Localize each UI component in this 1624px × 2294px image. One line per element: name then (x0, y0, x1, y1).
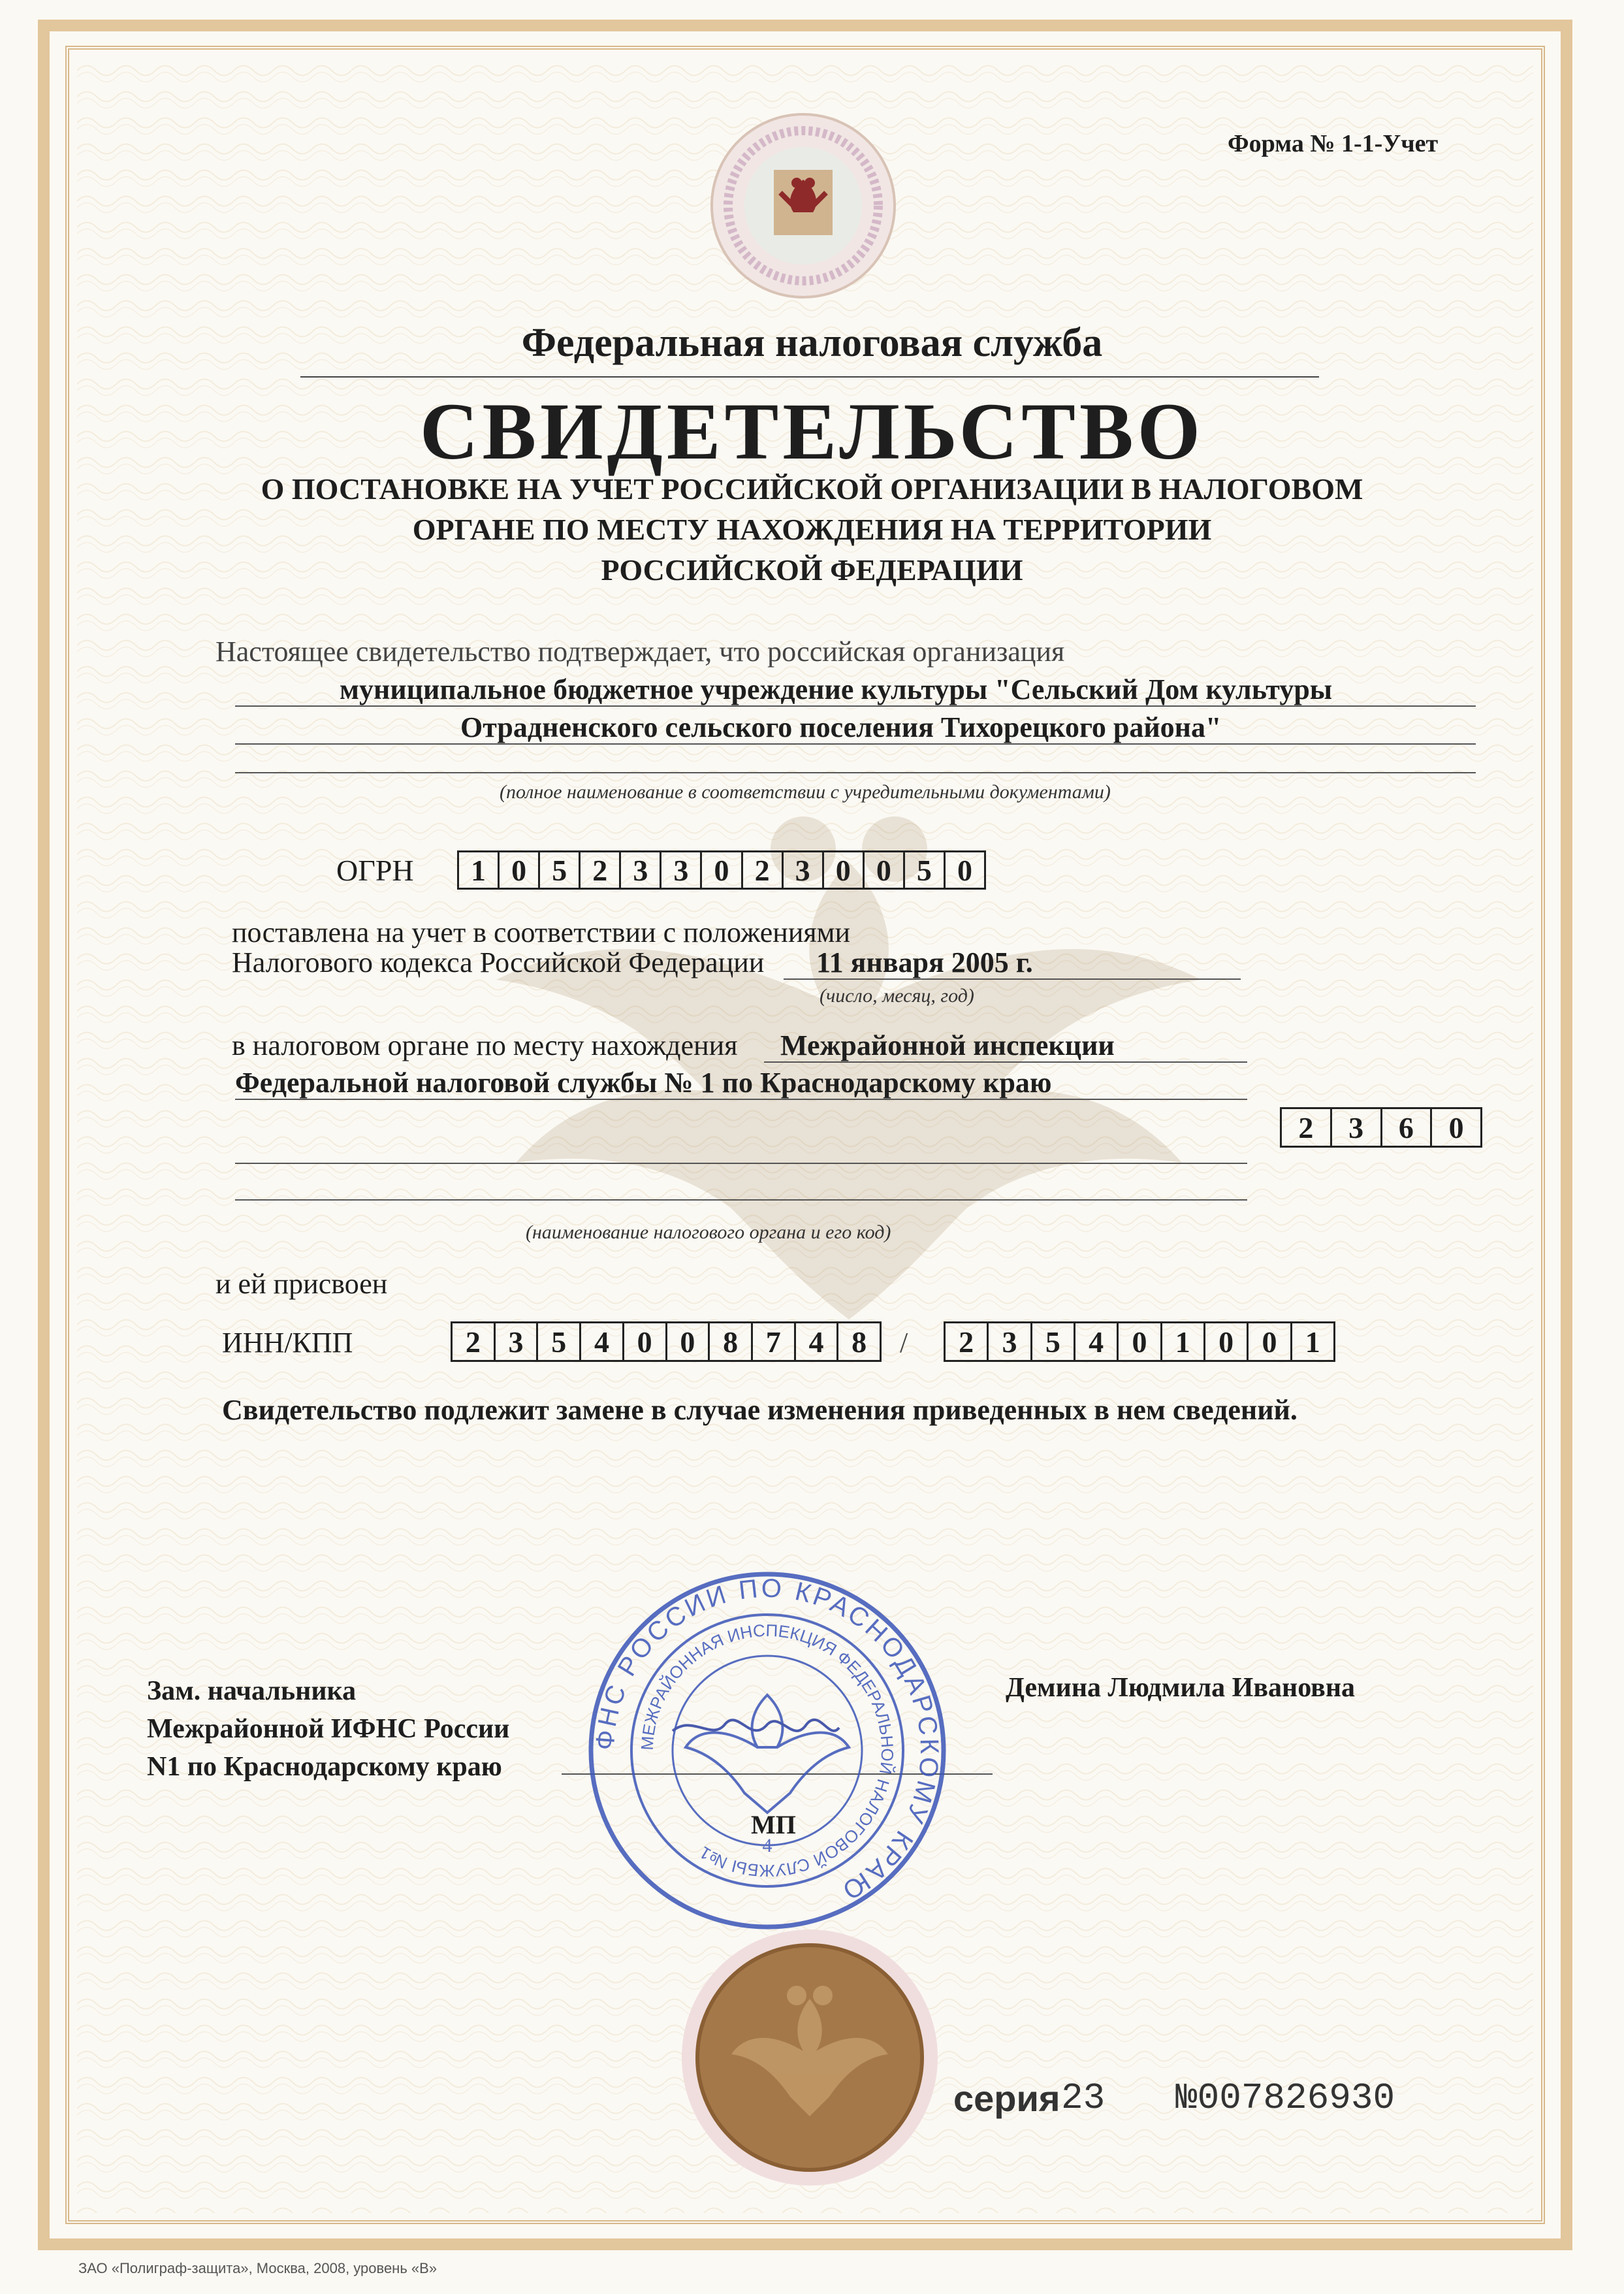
digit-cell: 1 (459, 852, 500, 888)
digit-cell: 6 (1382, 1109, 1433, 1146)
digit-cell: 2 (581, 852, 621, 888)
tax-office-prefix: в налоговом органе по месту нахождения (232, 1029, 738, 1061)
underline (235, 1163, 1247, 1164)
tax-office-name1: Межрайонной инспекции (780, 1029, 1115, 1061)
digit-cell: 5 (1032, 1323, 1075, 1360)
replacement-notice: Свидетельство подлежит замене в случае изменения приведенных в нем сведений. (222, 1394, 1298, 1426)
digit-cell: 0 (624, 1323, 667, 1360)
underline (235, 1099, 1247, 1100)
underline (235, 772, 1476, 773)
subtitle-line: О ПОСТАНОВКЕ НА УЧЕТ РОССИЙСКОЙ ОРГАНИЗАЦИИ В НАЛОГОВОМ (261, 472, 1363, 506)
org-name-caption: (полное наименование в соответствии с учредительными документами) (500, 781, 1111, 803)
assigned-text: и ей присвоен (215, 1268, 388, 1300)
agency-name: Федеральная налоговая служба (521, 321, 1103, 365)
underline (784, 978, 1241, 980)
series-label: серия (953, 2078, 1060, 2119)
digit-cell: 4 (796, 1323, 839, 1360)
intro-text: Настоящее свидетельство подтверждает, что российская организация (215, 636, 1065, 668)
digit-cell: 0 (865, 852, 905, 888)
digit-cell: 3 (989, 1323, 1032, 1360)
digit-cell: 3 (661, 852, 702, 888)
subtitle-line: РОССИЙСКОЙ ФЕДЕРАЦИИ (601, 553, 1023, 587)
digit-cell: 1 (1305, 1325, 1320, 1359)
stamp-number: 4 (762, 1835, 772, 1856)
digit-cell: 4 (581, 1323, 624, 1360)
inn-kpp-label: ИНН/КПП (222, 1327, 353, 1359)
series-number: №007826930 (1175, 2077, 1395, 2119)
digit-cell: 3 (621, 852, 661, 888)
digit-cell: 3 (496, 1323, 539, 1360)
registration-line2: Налогового кодекса Российской Федерации (232, 946, 765, 978)
digit-cell: 2 (453, 1323, 496, 1360)
digit-cell: 3 (784, 852, 824, 888)
subtitle-line: ОРГАНЕ ПО МЕСТУ НАХОЖДЕНИЯ НА ТЕРРИТОРИИ (412, 513, 1212, 546)
org-name-line2: Отрадненского сельского поселения Тихорецкого района" (460, 711, 1222, 743)
signer-position-line: Зам. начальника (147, 1676, 357, 1706)
series-value: 23 (1061, 2077, 1106, 2119)
digit-cell: 0 (824, 852, 865, 888)
signer-position-line: Межрайонной ИФНС России (147, 1714, 510, 1744)
underline (235, 705, 1476, 707)
kpp-value (944, 1321, 1335, 1362)
ogrn-label: ОГРН (336, 854, 414, 887)
underline (235, 743, 1476, 745)
gold-seal (679, 1927, 940, 2188)
underline (764, 1061, 1247, 1063)
official-stamp (581, 1564, 953, 1937)
signer-name: Демина Людмила Ивановна (1006, 1673, 1356, 1703)
digit-cell: 8 (852, 1325, 867, 1359)
digit-cell: 0 (1205, 1323, 1249, 1360)
signer-position-line: N1 по Краснодарскому краю (147, 1752, 502, 1782)
stamp-outer-text: ФНС РОССИИ ПО КРАСНОДАРСКОМУ КРАЮ (590, 1574, 944, 1907)
digit-cell: 0 (1448, 1110, 1464, 1144)
document-title: СВИДЕТЕЛЬСТВО (419, 387, 1205, 476)
digit-cell: 0 (500, 852, 540, 888)
registration-date: 11 января 2005 г. (816, 946, 1033, 978)
digit-cell: 2 (946, 1323, 989, 1360)
inn-kpp-separator: / (900, 1327, 908, 1359)
digit-cell: 5 (905, 852, 946, 888)
digit-cell: 2 (1282, 1109, 1332, 1146)
digit-cell: 0 (957, 853, 972, 887)
digit-cell: 3 (1332, 1109, 1382, 1146)
tax-office-name2: Федеральной налоговой службы № 1 по Краснодарскому краю (235, 1067, 1052, 1099)
mp-label: МП (751, 1810, 796, 1839)
digit-cell: 1 (1162, 1323, 1205, 1360)
inn-value (451, 1321, 882, 1362)
digit-cell: 0 (667, 1323, 710, 1360)
digit-cell: 0 (1119, 1323, 1162, 1360)
digit-cell: 8 (710, 1323, 753, 1360)
tax-office-code (1280, 1107, 1482, 1148)
org-name-line1: муниципальное бюджетное учреждение культуры "Сельский Дом культуры (340, 673, 1333, 705)
form-number: Форма № 1-1-Учет (1228, 130, 1439, 157)
tax-office-caption: (наименование налогового органа и его код) (526, 1221, 891, 1243)
hologram-emblem (705, 108, 901, 304)
underline (235, 1199, 1247, 1201)
signature-scribble (673, 1720, 839, 1731)
divider (300, 376, 1319, 378)
digit-cell: 5 (540, 852, 581, 888)
date-caption: (число, месяц, год) (820, 985, 974, 1007)
digit-cell: 5 (538, 1323, 581, 1360)
ogrn-value (457, 850, 986, 890)
printer-footer: ЗАО «Полиграф-защита», Москва, 2008, уровень «В» (78, 2260, 438, 2276)
digit-cell: 0 (702, 852, 742, 888)
document-subtitle (0, 469, 1624, 590)
digit-cell: 0 (1249, 1323, 1292, 1360)
digit-cell: 7 (753, 1323, 796, 1360)
signer-position (147, 1672, 509, 1786)
digit-cell: 4 (1075, 1323, 1119, 1360)
stamp-inner-text: МЕЖРАЙОННАЯ ИНСПЕКЦИЯ ФЕДЕРАЛЬНОЙ НАЛОГОВОЙ СЛУЖБЫ №1 (637, 1620, 898, 1881)
registration-line1: поставлена на учет в соответствии с положениями (232, 916, 851, 948)
digit-cell: 2 (743, 852, 784, 888)
